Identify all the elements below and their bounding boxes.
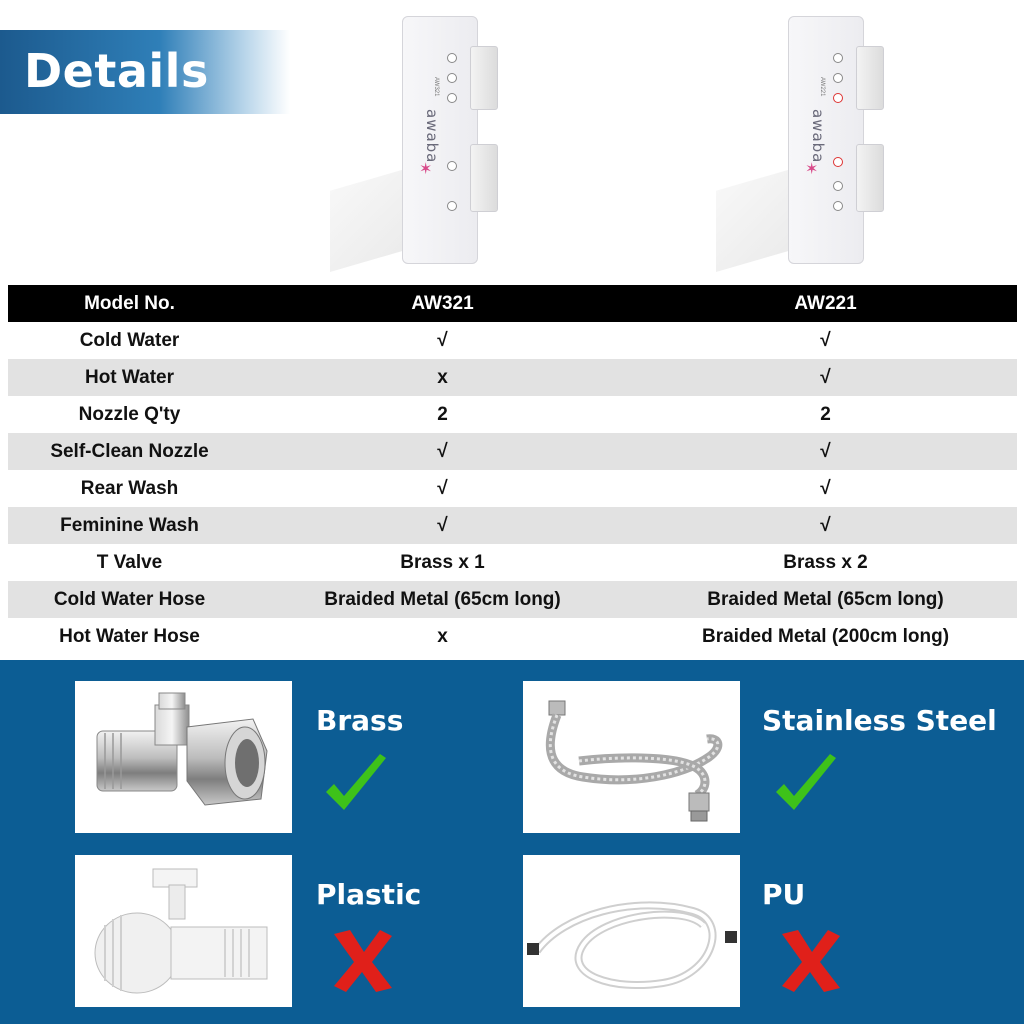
plastic-label: Plastic [316,878,422,911]
row-value-aw321: √ [251,507,634,544]
table-row [8,433,1017,470]
row-value-aw221: √ [820,477,831,499]
row-value-aw221: √ [634,433,1017,470]
x-icon [328,926,398,996]
button-icon [833,181,843,191]
row-value-aw321: √ [251,433,634,470]
row-value-aw221: √ [820,329,831,351]
header-aw221: AW221 [634,285,1017,322]
table-header-row [8,285,1017,322]
row-value-aw221: √ [634,507,1017,544]
row-label: Cold Water Hose [8,581,251,618]
button-icon [833,157,843,167]
control-panel [788,16,864,264]
button-icon [447,93,457,103]
button-icon [833,93,843,103]
row-label: Feminine Wash [8,507,251,544]
table-row [8,581,1017,618]
materials-section [0,660,1024,1024]
table-row [8,618,1017,655]
button-icon [447,161,457,171]
header-aw321: AW321 [251,285,634,322]
button-icon [833,201,843,211]
row-value-aw221: √ [634,359,1017,396]
page-title: Details [24,44,209,98]
row-value-aw321: √ [437,477,448,499]
button-icon [447,201,457,211]
row-value-aw321: x [251,359,634,396]
table-row [8,322,1017,359]
button-icon [447,73,457,83]
row-label: Self-Clean Nozzle [8,433,251,470]
header-model: Model No. [8,285,251,322]
check-icon [772,752,842,822]
row-value-aw221: Brass x 2 [783,551,868,573]
row-value-aw321: Braided Metal (65cm long) [251,581,634,618]
row-label: Nozzle Q'ty [78,403,181,425]
x-icon [776,926,846,996]
row-value-aw321: Brass x 1 [400,551,485,573]
row-label: Hot Water [8,359,251,396]
stainless-hose-image [523,681,740,833]
panel-brand-logo: awaba [809,109,827,164]
button-icon [447,53,457,63]
table-row [8,544,1017,581]
panel-brand-logo: awaba [423,109,441,164]
row-value-aw221: Braided Metal (65cm long) [634,581,1017,618]
table-row [8,507,1017,544]
row-label: Cold Water [79,329,180,351]
row-value-aw321: 2 [437,403,448,425]
brass-label: Brass [316,704,404,737]
row-label: T Valve [96,551,163,573]
product-image-aw221 [716,16,916,266]
control-knob [856,144,884,212]
check-icon [322,752,392,822]
control-knob [856,46,884,110]
control-knob [470,144,498,212]
pu-hose-image [523,855,740,1007]
table-row [8,359,1017,396]
brand-star-icon: ✶ [419,161,433,178]
control-knob [470,46,498,110]
pu-label: PU [762,878,806,911]
plastic-tvalve-image [75,855,292,1007]
panel-model-label: AW221 [819,77,825,97]
control-panel [402,16,478,264]
stainless-steel-label: Stainless Steel [762,704,997,737]
product-image-aw321 [330,16,530,266]
brass-tvalve-image [75,681,292,833]
panel-model-label: AW321 [433,77,439,97]
table-row [8,396,1017,433]
brand-star-icon: ✶ [805,161,819,178]
row-value-aw221: Braided Metal (200cm long) [701,625,950,647]
spec-table [8,285,1017,655]
row-label: Hot Water Hose [59,625,200,647]
row-value-aw321: √ [437,329,448,351]
table-row [8,470,1017,507]
details-banner [0,30,290,114]
button-icon [833,53,843,63]
row-label: Rear Wash [80,477,179,499]
row-value-aw221: 2 [820,403,831,425]
button-icon [833,73,843,83]
row-value-aw321: x [437,625,448,647]
